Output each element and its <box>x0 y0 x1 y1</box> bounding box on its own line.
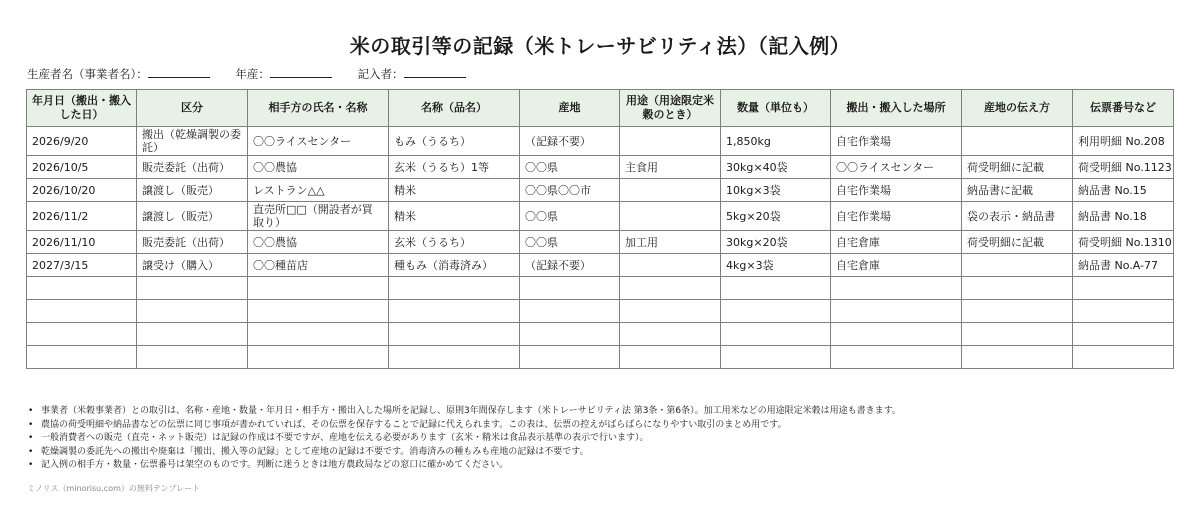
blank-cell-origin-method[interactable] <box>962 300 1073 323</box>
cell-origin[interactable]: （記録不要） <box>520 127 620 156</box>
cell-origin-method[interactable] <box>962 254 1073 277</box>
blank-cell-category[interactable] <box>137 323 248 346</box>
cell-purpose[interactable]: 加工用 <box>620 231 721 254</box>
cell-origin-method[interactable]: 袋の表示・納品書 <box>962 202 1073 231</box>
producer-label: 生産者名（事業者名）： <box>27 67 148 81</box>
blank-cell-product[interactable] <box>389 323 520 346</box>
year-label: 年産： <box>235 67 270 81</box>
blank-cell-purpose[interactable] <box>620 300 721 323</box>
cell-partner[interactable]: レストラン△△ <box>248 179 389 202</box>
header-partner: 相手方の氏名・名称 <box>248 90 389 127</box>
header-quantity: 数量（単位も） <box>721 90 831 127</box>
cell-date[interactable]: 2026/10/5 <box>27 156 137 179</box>
cell-purpose[interactable] <box>620 202 721 231</box>
cell-quantity[interactable]: 4kg×3袋 <box>721 254 831 277</box>
footer-credit: ミノリス（minorisu.com）の無料テンプレート <box>27 484 201 493</box>
blank-cell-quantity[interactable] <box>721 346 831 369</box>
cell-slip-number[interactable]: 荷受明細 No.1310 <box>1073 231 1174 254</box>
recorder-field[interactable] <box>358 66 466 82</box>
blank-cell-category[interactable] <box>137 300 248 323</box>
cell-partner[interactable]: 〇〇ライスセンター <box>248 127 389 156</box>
table-row <box>27 231 1174 254</box>
cell-place[interactable]: 自宅作業場 <box>831 202 962 231</box>
cell-partner[interactable]: 〇〇種苗店 <box>248 254 389 277</box>
cell-category[interactable]: 譲渡し（販売） <box>137 202 248 231</box>
cell-origin-method[interactable] <box>962 127 1073 156</box>
cell-product[interactable]: 精米 <box>389 179 520 202</box>
cell-slip-number[interactable]: 利用明細 No.208 <box>1073 127 1174 156</box>
cell-origin[interactable]: 〇〇県〇〇市 <box>520 179 620 202</box>
table-body <box>27 127 1174 369</box>
header-date: 年月日（搬出・搬入した日） <box>27 90 137 127</box>
header-category: 区分 <box>137 90 248 127</box>
blank-cell-slip-number[interactable] <box>1073 277 1174 300</box>
blank-cell-product[interactable] <box>389 277 520 300</box>
cell-category[interactable]: 販売委託（出荷） <box>137 231 248 254</box>
blank-cell-slip-number[interactable] <box>1073 346 1174 369</box>
blank-cell-slip-number[interactable] <box>1073 323 1174 346</box>
cell-place[interactable]: 自宅倉庫 <box>831 231 962 254</box>
table-row <box>27 179 1174 202</box>
cell-quantity[interactable]: 30kg×40袋 <box>721 156 831 179</box>
producer-blank[interactable] <box>148 66 210 78</box>
cell-place[interactable]: 自宅作業場 <box>831 179 962 202</box>
blank-cell-category[interactable] <box>137 277 248 300</box>
cell-category[interactable]: 販売委託（出荷） <box>137 156 248 179</box>
records-table <box>26 89 1174 369</box>
cell-date[interactable]: 2026/11/2 <box>27 202 137 231</box>
blank-cell-quantity[interactable] <box>721 323 831 346</box>
cell-purpose[interactable] <box>620 127 721 156</box>
blank-table-row <box>27 346 1174 369</box>
blank-cell-quantity[interactable] <box>721 300 831 323</box>
cell-purpose[interactable] <box>620 179 721 202</box>
table-row <box>27 202 1174 231</box>
blank-cell-date[interactable] <box>27 300 137 323</box>
header-place: 搬出・搬入した場所 <box>831 90 962 127</box>
recorder-label: 記入者： <box>357 67 404 81</box>
cell-slip-number[interactable]: 荷受明細 No.1123 <box>1073 156 1174 179</box>
cell-category[interactable]: 譲渡し（販売） <box>137 179 248 202</box>
table-row <box>27 254 1174 277</box>
year-blank[interactable] <box>270 66 332 78</box>
cell-place[interactable]: 〇〇ライスセンター <box>831 156 962 179</box>
cell-date[interactable]: 2026/11/10 <box>27 231 137 254</box>
cell-date[interactable]: 2026/9/20 <box>27 127 137 156</box>
note-item: • 農協の荷受明細や納品書などの伝票に同じ事項が書かれていれば、その伝票を保存することで記録に代えられます。この表は、伝票の控えがばらばらになりやすい取引のまとめ用です。 <box>27 419 901 433</box>
note-item: • 事業者（米穀事業者）との取引は、名称・産地・数量・年月日・相手方・搬出入した場所を記録し、原則3年間保存します（米トレーサビリティ法 第3条・第6条）。加工用米などの用途限定米穀は用途も書きます。 <box>27 405 901 419</box>
blank-cell-place[interactable] <box>831 323 962 346</box>
header-slip-number: 伝票番号など <box>1073 90 1174 127</box>
blank-cell-place[interactable] <box>831 346 962 369</box>
cell-product[interactable]: 種もみ（消毒済み） <box>389 254 520 277</box>
cell-slip-number[interactable]: 納品書 No.A-77 <box>1073 254 1174 277</box>
note-item: • 乾燥調製の委託先への搬出や廃棄は「搬出、搬入等の記録」として産地の記録は不要です。消毒済みの種もみも産地の記録は不要です。 <box>27 446 901 460</box>
blank-cell-origin-method[interactable] <box>962 323 1073 346</box>
blank-cell-product[interactable] <box>389 300 520 323</box>
blank-cell-place[interactable] <box>831 277 962 300</box>
table-header-row <box>27 90 1174 127</box>
blank-cell-purpose[interactable] <box>620 323 721 346</box>
cell-date[interactable]: 2027/3/15 <box>27 254 137 277</box>
blank-cell-partner[interactable] <box>248 300 389 323</box>
cell-origin-method[interactable]: 荷受明細に記載 <box>962 156 1073 179</box>
cell-partner[interactable]: 直売所□□（開設者が買取り） <box>248 202 389 231</box>
cell-quantity[interactable]: 5kg×20袋 <box>721 202 831 231</box>
blank-table-row <box>27 323 1174 346</box>
cell-partner[interactable]: 〇〇農協 <box>248 231 389 254</box>
cell-slip-number[interactable]: 納品書 No.18 <box>1073 202 1174 231</box>
cell-place[interactable]: 自宅作業場 <box>831 127 962 156</box>
cell-product[interactable]: もみ（うるち） <box>389 127 520 156</box>
meta-fields <box>27 66 488 82</box>
blank-cell-purpose[interactable] <box>620 277 721 300</box>
cell-purpose[interactable] <box>620 254 721 277</box>
cell-quantity[interactable]: 30kg×20袋 <box>721 231 831 254</box>
cell-date[interactable]: 2026/10/20 <box>27 179 137 202</box>
blank-cell-purpose[interactable] <box>620 346 721 369</box>
blank-cell-origin[interactable] <box>520 346 620 369</box>
blank-cell-date[interactable] <box>27 323 137 346</box>
cell-category[interactable]: 譲受け（購入） <box>137 254 248 277</box>
cell-origin-method[interactable]: 納品書に記載 <box>962 179 1073 202</box>
year-field[interactable] <box>235 66 332 82</box>
blank-cell-origin[interactable] <box>520 323 620 346</box>
note-item: • 一般消費者への販売（直売・ネット販売）は記録の作成は不要ですが、産地を伝える必要があります（玄米・精米は食品表示基準の表示で行います）。 <box>27 432 901 446</box>
header-product: 名称（品名） <box>389 90 520 127</box>
blank-cell-slip-number[interactable] <box>1073 300 1174 323</box>
cell-product[interactable]: 玄米（うるち）1等 <box>389 156 520 179</box>
blank-cell-partner[interactable] <box>248 346 389 369</box>
cell-origin[interactable]: （記録不要） <box>520 254 620 277</box>
notes-list <box>27 405 901 473</box>
blank-cell-quantity[interactable] <box>721 277 831 300</box>
table-row <box>27 156 1174 179</box>
cell-origin[interactable]: 〇〇県 <box>520 156 620 179</box>
blank-cell-origin-method[interactable] <box>962 277 1073 300</box>
recorder-blank[interactable] <box>404 66 466 78</box>
blank-cell-origin-method[interactable] <box>962 346 1073 369</box>
blank-cell-product[interactable] <box>389 346 520 369</box>
cell-origin-method[interactable]: 荷受明細に記載 <box>962 231 1073 254</box>
header-origin-method: 産地の伝え方 <box>962 90 1073 127</box>
cell-place[interactable]: 自宅倉庫 <box>831 254 962 277</box>
blank-cell-date[interactable] <box>27 277 137 300</box>
cell-quantity[interactable]: 1,850kg <box>721 127 831 156</box>
producer-field[interactable] <box>27 66 210 82</box>
cell-partner[interactable]: 〇〇農協 <box>248 156 389 179</box>
blank-cell-partner[interactable] <box>248 323 389 346</box>
blank-cell-category[interactable] <box>137 346 248 369</box>
cell-purpose[interactable]: 主食用 <box>620 156 721 179</box>
cell-origin[interactable]: 〇〇県 <box>520 231 620 254</box>
blank-table-row <box>27 277 1174 300</box>
blank-cell-place[interactable] <box>831 300 962 323</box>
note-item: • 記入例の相手方・数量・伝票番号は架空のものです。判断に迷うときは地方農政局などの窓口に確かめてください。 <box>27 459 901 473</box>
cell-category[interactable]: 搬出（乾燥調製の委託） <box>137 127 248 156</box>
cell-slip-number[interactable]: 納品書 No.15 <box>1073 179 1174 202</box>
blank-cell-origin[interactable] <box>520 277 620 300</box>
table-row <box>27 127 1174 156</box>
blank-cell-date[interactable] <box>27 346 137 369</box>
blank-table-row <box>27 300 1174 323</box>
header-origin: 産地 <box>520 90 620 127</box>
cell-origin[interactable]: 〇〇県 <box>520 202 620 231</box>
cell-quantity[interactable]: 10kg×3袋 <box>721 179 831 202</box>
page-title: 米の取引等の記録（米トレーサビリティ法）（記入例） <box>349 34 851 58</box>
cell-product[interactable]: 玄米（うるち） <box>389 231 520 254</box>
blank-cell-origin[interactable] <box>520 300 620 323</box>
blank-cell-partner[interactable] <box>248 277 389 300</box>
header-purpose: 用途（用途限定米穀のとき） <box>620 90 721 127</box>
cell-product[interactable]: 精米 <box>389 202 520 231</box>
